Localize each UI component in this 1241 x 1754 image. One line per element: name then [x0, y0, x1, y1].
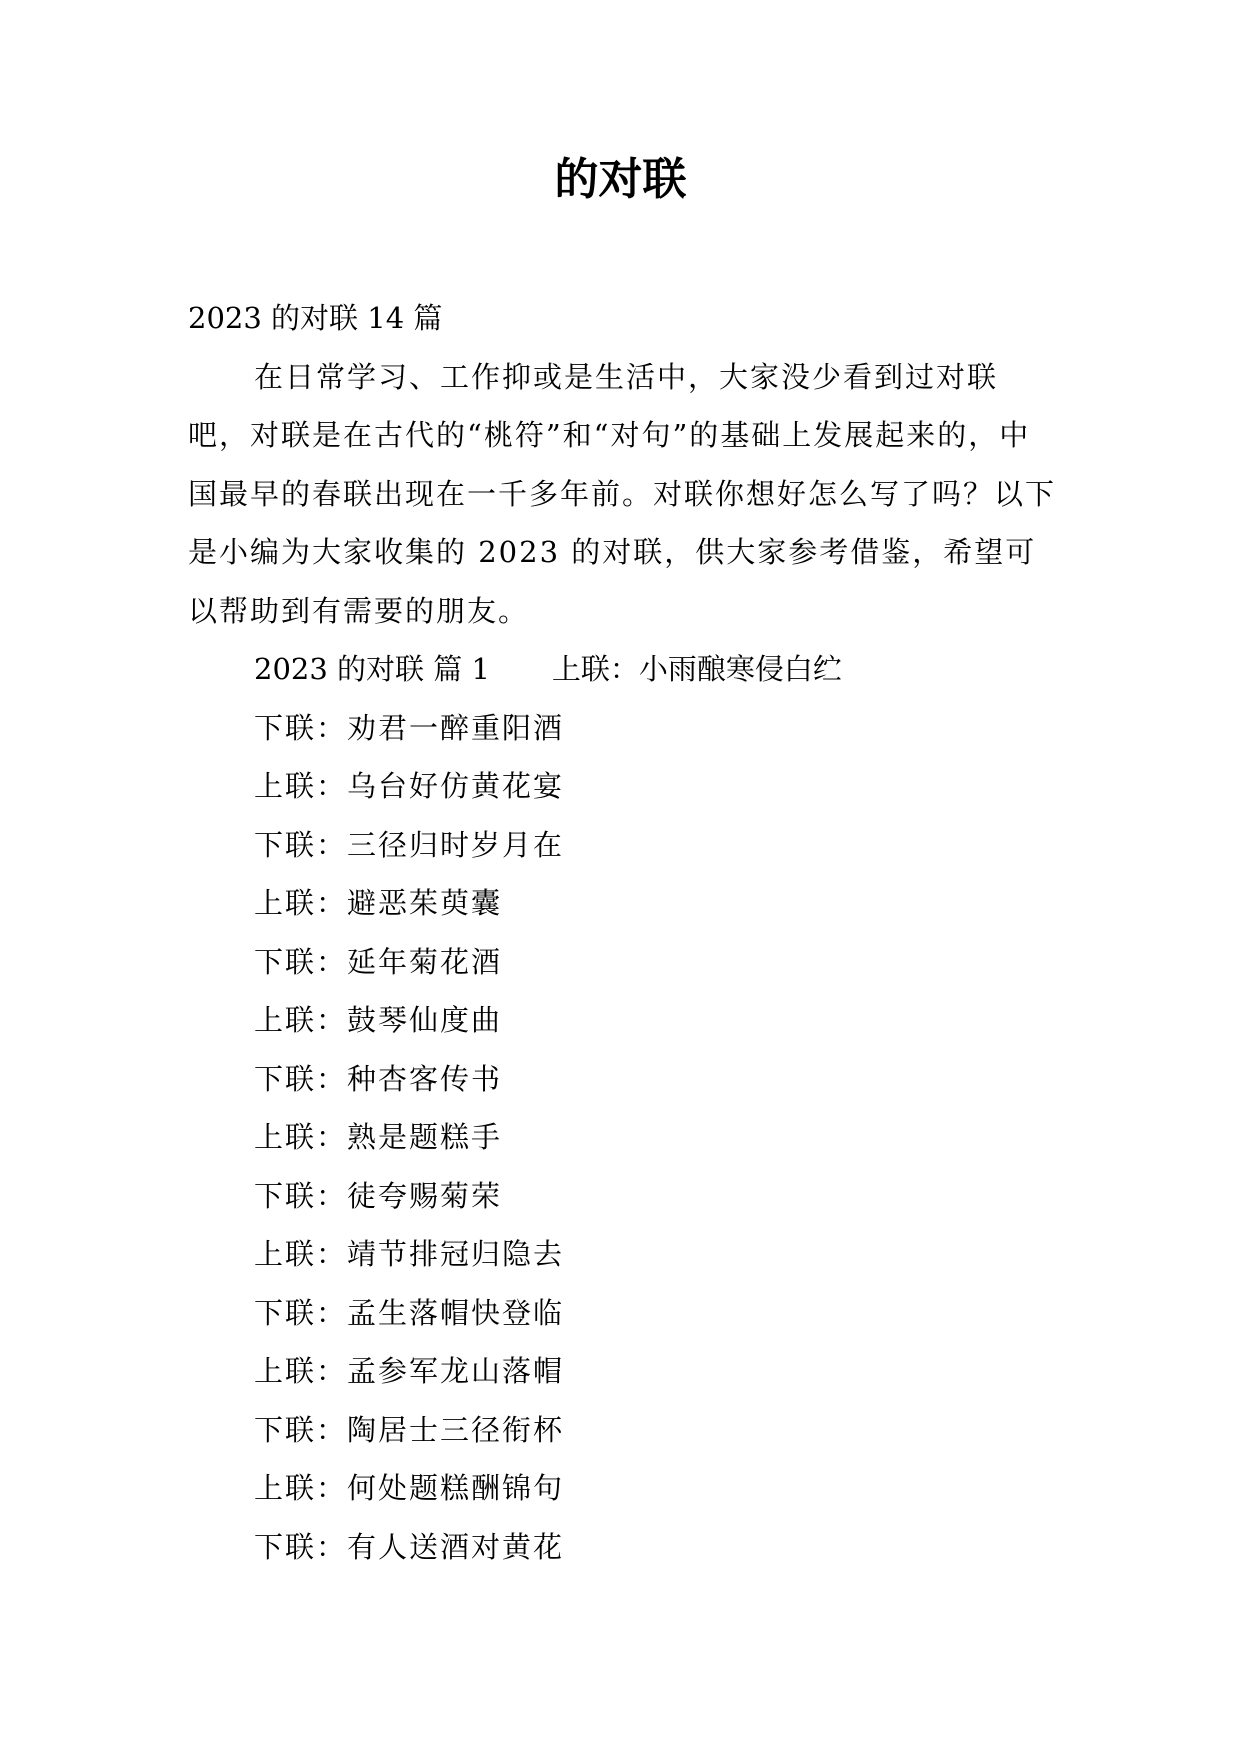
- couplet-line: 上联：避恶茱萸囊: [254, 886, 503, 920]
- couplet-list: [188, 699, 1058, 1635]
- couplet-line: 上联：乌台好仿黄花宴: [254, 769, 565, 803]
- couplet-line: 上联：鼓琴仙度曲: [254, 1003, 503, 1037]
- intro-paragraph: 在日常学习、工作抑或是生活中，大家没少看到过对联吧，对联是在古代的“桃符”和“对句”的基础上发展起来的，中国最早的春联出现在一千多年前。对联你想好怎么写了吗？以下是小编为大家收集的 2023 的对联，供大家参考借鉴，希望可以帮助到有需要的朋友。: [188, 359, 1057, 628]
- couplet-line: 下联：徒夸赐菊荣: [254, 1178, 503, 1213]
- couplet-line: 上联：熟是题糕手: [254, 1120, 503, 1154]
- first-couplet-line: 上联：小雨酿寒侵白纻: [551, 652, 842, 686]
- couplet-line: 下联：孟生落帽快登临: [254, 1295, 565, 1330]
- couplet-line: 下联：延年菊花酒: [254, 944, 503, 979]
- document-title: 的对联: [554, 154, 687, 205]
- couplet-line: 上联：孟参军龙山落帽: [254, 1354, 565, 1388]
- couplet-line: 下联：劝君一醉重阳酒: [254, 710, 565, 745]
- document-subtitle: 2023 的对联 14 篇: [188, 301, 443, 335]
- couplet-line: 下联：陶居士三径衔杯: [254, 1412, 565, 1447]
- couplet-line: 下联：三径归时岁月在: [254, 827, 565, 862]
- couplet-line: 下联：有人送酒对黄花: [254, 1529, 565, 1564]
- section-heading: 2023 的对联 篇 1: [254, 652, 490, 686]
- couplet-line: 下联：种杏客传书: [254, 1061, 503, 1096]
- couplet-line: [188, 1576, 1058, 1635]
- couplet-line: 上联：何处题糕酬锦句: [254, 1471, 565, 1505]
- couplet-line: 上联：靖节排冠归隐去: [254, 1237, 565, 1271]
- section-heading-row: [188, 640, 1058, 699]
- document-body: [188, 289, 1058, 1635]
